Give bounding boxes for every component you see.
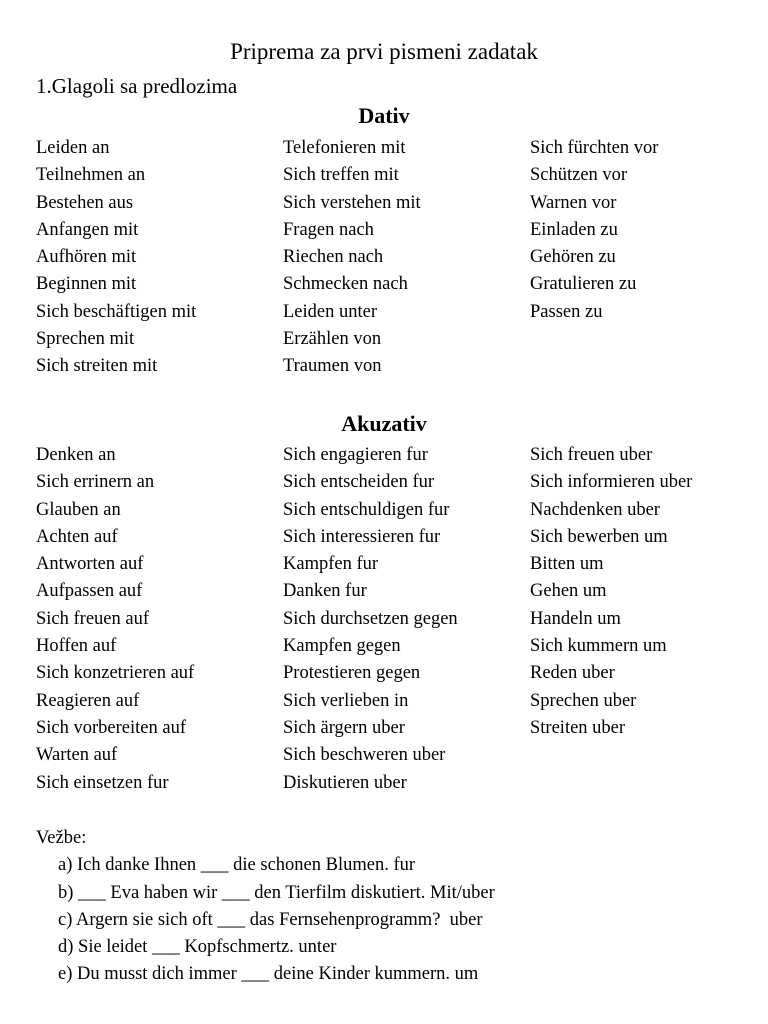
verb-item: Schmecken nach [283,274,408,295]
verb-item: Leiden an [36,138,110,158]
verb-item: Sich interessieren fur [283,526,441,547]
exercise-item: d) Sie leidet ___ Kopfschmertz. unter [58,937,337,958]
exercises-section [36,825,495,989]
verb-item: Aufhören mit [36,247,137,268]
dativ-column-1 [36,135,283,381]
verb-item: Kampfen gegen [283,636,401,657]
verb-item: Denken an [36,445,116,465]
verb-item: Sich vorbereiten auf [36,717,186,738]
verb-item: Anfangen mit [36,219,139,240]
verb-item: Sich konzetrieren auf [36,663,195,684]
verb-item: Achten auf [36,526,118,547]
verb-item: Glauben an [36,499,121,520]
verb-item: Aufpassen auf [36,581,143,602]
verb-item: Beginnen mit [36,274,137,295]
verb-item: Sich informieren uber [530,472,693,493]
verb-item: Sich verstehen mit [283,192,421,213]
verb-item: Diskutieren uber [283,772,407,793]
verb-item: Streiten uber [530,717,626,738]
exercise-item: b) ___ Eva haben wir ___ den Tierfilm diskutiert. Mit/uber [58,882,495,903]
verb-item: Sprechen mit [36,329,135,350]
verb-item: Gehören zu [530,247,616,268]
exercise-item: c) Argern sie sich oft ___ das Fernsehenprogramm? uber [58,909,483,930]
verb-item: Sich verlieben in [283,690,409,711]
verb-item: Warnen vor [530,192,617,213]
akuzativ-heading: Akuzativ [341,411,427,436]
akuzativ-column-1 [36,442,283,797]
dativ-column-2 [283,135,530,381]
verb-item: Sich freuen auf [36,608,150,629]
verb-item: Teilnehmen an [36,165,146,186]
exercises-heading: Vežbe: [36,828,87,848]
verb-item: Protestieren gegen [283,663,421,684]
verb-item: Leiden unter [283,301,377,322]
document-title: Priprema za prvi pismeni zadatak [230,39,538,64]
dativ-verb-table [36,135,736,381]
verb-item: Reden uber [530,663,615,684]
verb-item: Gehen um [530,581,607,602]
verb-item: Handeln um [530,608,621,629]
verb-item: Sich fürchten vor [530,138,659,158]
verb-item: Nachdenken uber [530,499,660,520]
verb-item: Danken fur [283,581,367,602]
verb-item: Sich entscheiden fur [283,472,435,493]
verb-item: Sich durchsetzen gegen [283,608,458,629]
verb-item: Bestehen aus [36,192,134,213]
verb-item: Schützen vor [530,165,628,186]
dativ-heading: Dativ [358,103,410,128]
verb-item: Sich bewerben um [530,526,668,547]
verb-item: Erzählen von [283,329,382,350]
verb-item: Sich streiten mit [36,356,158,377]
verb-item: Bitten um [530,554,604,575]
verb-item: Sich einsetzen fur [36,772,169,793]
verb-item: Passen zu [530,301,603,322]
verb-item: Sich beschweren uber [283,745,446,766]
verb-item: Sich errinern an [36,472,155,493]
verb-item: Einladen zu [530,219,618,240]
verb-item: Sich engagieren fur [283,445,428,465]
section-heading: 1.Glagoli sa predlozima [36,74,238,98]
akuzativ-column-2 [283,442,530,797]
verb-item: Telefonieren mit [283,138,406,158]
verb-item: Fragen nach [283,219,374,240]
verb-item: Sich treffen mit [283,165,399,186]
dativ-column-3 [530,135,736,381]
verb-item: Hoffen auf [36,636,117,657]
exercise-item: e) Du musst dich immer ___ deine Kinder kummern. um [58,964,479,985]
verb-item: Warten auf [36,745,118,766]
verb-item: Riechen nach [283,247,384,268]
verb-item: Antworten auf [36,554,144,575]
exercise-item: a) Ich danke Ihnen ___ die schonen Blumen. fur [58,855,416,876]
verb-item: Sich freuen uber [530,445,653,465]
akuzativ-verb-table [36,442,736,797]
verb-item: Sprechen uber [530,690,637,711]
verb-item: Sich beschäftigen mit [36,301,197,322]
verb-item: Sich ärgern uber [283,717,405,738]
verb-item: Reagieren auf [36,690,140,711]
verb-item: Traumen von [283,356,382,377]
akuzativ-column-3 [530,442,736,797]
verb-item: Gratulieren zu [530,274,637,295]
verb-item: Sich entschuldigen fur [283,499,450,520]
verb-item: Sich kummern um [530,636,667,657]
verb-item: Kampfen fur [283,554,379,575]
